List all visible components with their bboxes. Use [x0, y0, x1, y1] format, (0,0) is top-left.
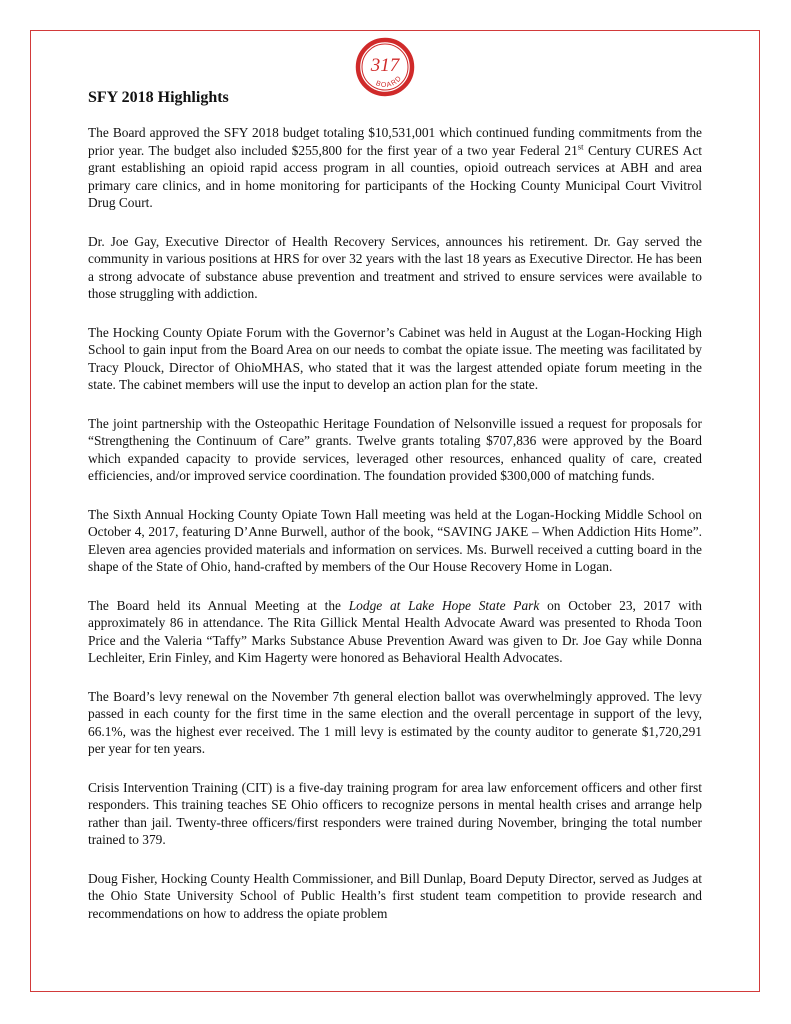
budget-text-b: Century CURES Act grant establishing an opioid rapid access program in all counties, opioid outreach services at ABH and area primary care clinics, and in home monitoring for participants of the Hocking County Municipal Court Vivitrol Drug Court.	[88, 142, 702, 210]
ordinal-superscript: st	[577, 141, 584, 152]
annual-meeting-text-b: on October 23, 2017 with approximately 86 in attendance. The Rita Gillick Mental Health Advocate Award was presented to Rhoda Toon Price and the Valeria “Taffy” Marks Substance Abuse Prevention Award was given to Dr. Joe Gay while Donna Lechleiter, Erin Finley, and Kim Hagerty were honored as Behavioral Health Advocates.	[88, 597, 702, 665]
paragraph-levy: The Board’s levy renewal on the November 7th general election ballot was overwhelmingly approved. The levy passed in each county for the first time in the same election and the overall percentage in support of the levy, 66.1%, was the highest ever received. The 1 mill levy is estimated by the county auditor to generate $1,720,291 per year for ten years.	[88, 688, 702, 756]
highlights-body	[88, 124, 702, 922]
paragraph-judges: Doug Fisher, Hocking County Health Commissioner, and Bill Dunlap, Board Deputy Director, served as Judges at the Ohio State University School of Public Health’s first student team competition to provide research and recommendations on how to address the opiate problem	[88, 870, 702, 921]
logo-number: 317	[370, 55, 400, 76]
annual-meeting-text-a: The Board held its Annual Meeting at the	[88, 597, 349, 613]
paragraph-cit: Crisis Intervention Training (CIT) is a five-day training program for area law enforcement officers and other first responders. This training teaches SE Ohio officers to recognize persons in mental health crises and arrange help rather than jail. Twenty-three officers/first responders were trained during November, bringing the total number trained to 379.	[88, 779, 702, 847]
paragraph-grants: The joint partnership with the Osteopathic Heritage Foundation of Nelsonville issued a request for proposals for “Strengthening the Continuum of Care” grants. Twelve grants totaling $707,836 were approved by the Board which expanded capacity to provide services, leveraged other resources, enhanced quality of care, created efficiencies, and/or improved service coordination. The foundation provided $300,000 of matching funds.	[88, 415, 702, 483]
paragraph-annual-meeting	[88, 597, 702, 667]
paragraph-budget	[88, 124, 702, 212]
page-heading: SFY 2018 Highlights	[88, 89, 229, 106]
paragraph-opiate-forum: The Hocking County Opiate Forum with the Governor’s Cabinet was held in August at the Logan-Hocking High School to gain input from the Board Area on our needs to combat the opiate issue. The meeting was facilitated by Tracy Plouck, Director of OhioMHAS, who stated that it was the largest attended opiate forum meeting in the state. The cabinet members will use the input to develop an action plan for the state.	[88, 324, 702, 392]
board-seal-icon	[355, 37, 415, 97]
board-seal-logo	[355, 37, 415, 97]
budget-text-a: The Board approved the SFY 2018 budget totaling $10,531,001 which continued funding commitments from the prior year. The budget also included $255,800 for the first year of a two year Federal 21	[88, 125, 702, 158]
logo-word: BOARD	[374, 74, 404, 90]
paragraph-retirement: Dr. Joe Gay, Executive Director of Health Recovery Services, announces his retirement. Dr. Gay served the community in various positions at HRS for over 32 years with the last 18 years as Executive Director. He has been a strong advocate of substance abuse prevention and treatment and strived to ensure services were available to those struggling with addiction.	[88, 233, 702, 301]
annual-meeting-venue: Lodge at Lake Hope State Park	[348, 597, 540, 613]
paragraph-town-hall: The Sixth Annual Hocking County Opiate Town Hall meeting was held at the Logan-Hocking Middle School on October 4, 2017, featuring D’Anne Burwell, author of the book, “SAVING JAKE – When Addiction Hits Home”. Eleven area agencies provided materials and information on services. Ms. Burwell received a cutting board in the shape of the State of Ohio, hand-crafted by members of the Our House Recovery Home in Logan.	[88, 506, 702, 574]
